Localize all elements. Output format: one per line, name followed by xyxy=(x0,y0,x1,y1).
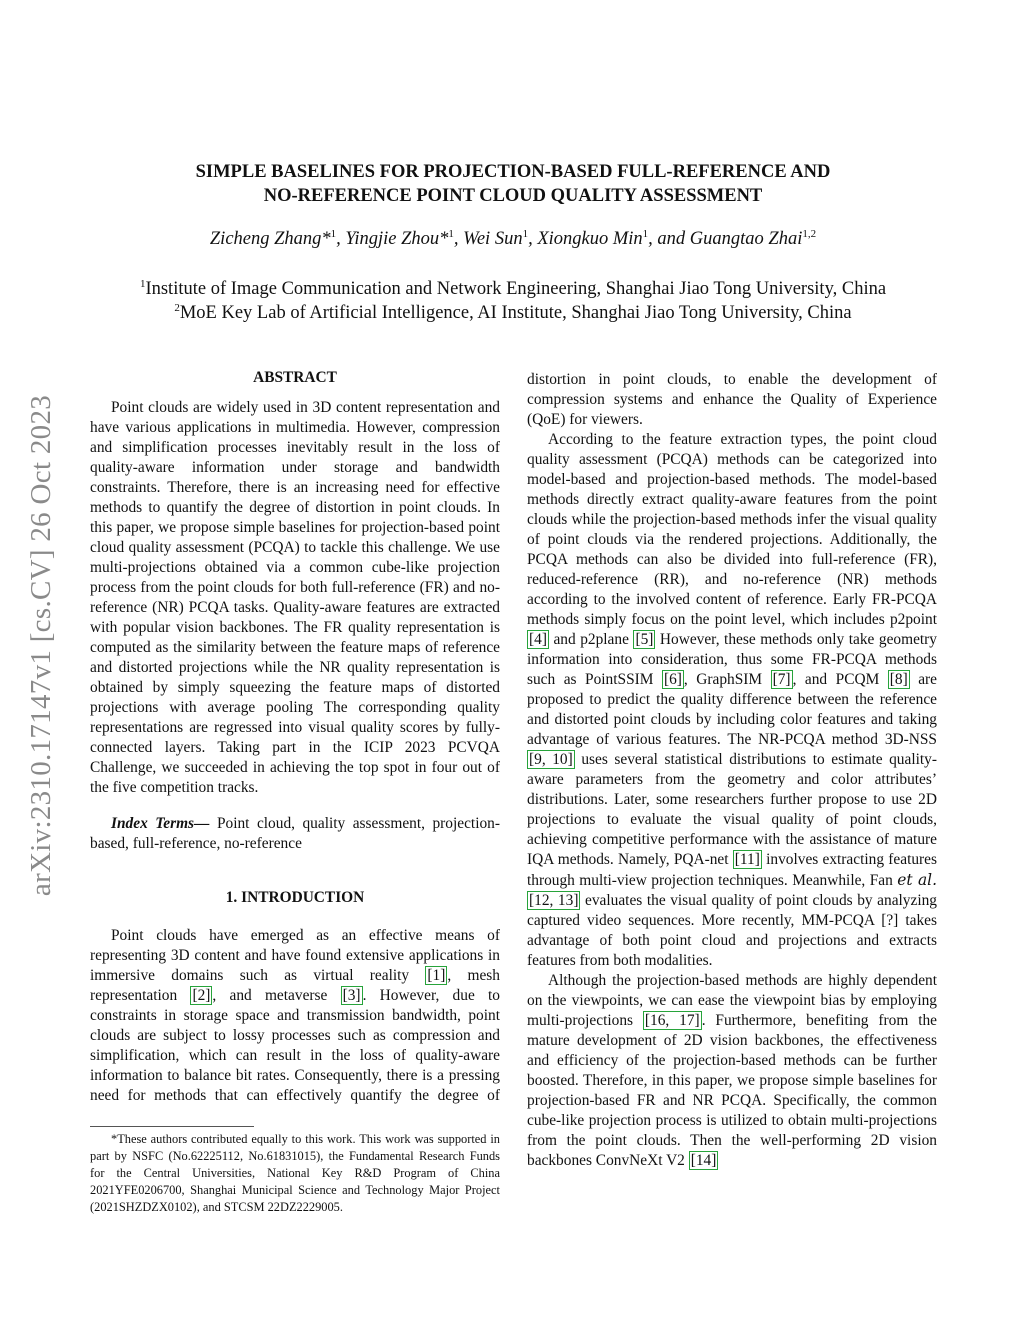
author-name: Wei Sun xyxy=(463,229,523,249)
author-affiliation-marker: 1 xyxy=(642,228,649,240)
author-name: Zicheng Zhang* xyxy=(209,229,331,249)
citation-link[interactable]: [4] xyxy=(529,631,547,648)
body-text: , and metaverse xyxy=(212,987,341,1004)
affiliation-list xyxy=(90,277,936,325)
affiliation-line xyxy=(90,301,936,325)
abstract-text: Point clouds are widely used in 3D content representation and have various applications in multimedia. However, compression and simplification processes inevitably result in the loss of quality-aware information under storage and bandwidth constraints. Therefore, there is an increasing need for effective methods to quantify the degree of distortion in point clouds. In this paper, we propose simple baselines for projection-based point cloud quality assessment (PCQA) to tackle this challenge. We use multi-projections obtained via a common cube-like projection process from the point clouds for both full-reference (FR) and no-reference (NR) PCQA tasks. Quality-aware features are extracted with popular vision backbones. The FR quality representation is computed as the similarity between the feature maps of reference and distorted projections while the NR quality representation is obtained by simply squeezing the feature maps of distorted projections with average pooling The corresponding quality representations are regressed into visual quality scores by fully-connected layers. Taking part in the ICIP 2023 PCVQA Challenge, we succeeded in achieving the top spot in four out of the five competition tracks. xyxy=(90,399,500,796)
body-text: , mesh representation xyxy=(90,967,500,1004)
citation-link[interactable]: [11] xyxy=(734,851,760,868)
author-name: Xiongkuo Min xyxy=(537,229,643,249)
body-text: are proposed to predict the quality difference between the reference and distorted point clouds by including color features and taking advantage of various features. The NR-PCQA method 3D-NSS xyxy=(527,671,938,748)
body-text: Although the projection-based methods are highly dependent on the viewpoints, we can ease the viewpoint bias by employing multi-projections xyxy=(527,972,937,1029)
footnote-rule xyxy=(90,1126,254,1127)
citation-link[interactable]: [7] xyxy=(772,671,791,688)
footnote xyxy=(90,1131,500,1216)
author-name: Yingjie Zhou* xyxy=(345,229,449,249)
author-name: Guangtao Zhai xyxy=(689,229,803,249)
citation-link[interactable]: [6] xyxy=(663,671,682,688)
author-separator: , and xyxy=(648,229,690,249)
affiliation-marker: 1 xyxy=(139,278,146,290)
author-affiliation-marker: 1 xyxy=(522,228,529,240)
body-text: involves extracting features through multi-view projection techniques. Meanwhile, Fan xyxy=(527,851,937,889)
footnote-text: *These authors contributed equally to this work. This work was supported in part by NSFC (No.62225112, No.61831015), the Fundamental Research Funds for the Central Universities, National Key R&D Program of China 2021YFE0206700, Shanghai Municipal Science and Technology Major Project (2021SHZDZX0102), and STCSM 22DZ2229005. xyxy=(90,1132,500,1214)
title-line-1: SIMPLE BASELINES FOR PROJECTION-BASED FULL-REFERENCE AND xyxy=(195,162,831,182)
body-text: , and PCQM xyxy=(792,671,888,688)
author-separator: , xyxy=(336,229,346,249)
paper-title xyxy=(90,160,936,208)
body-text: However, these methods only take geometry information into consideration, thus some FR-PCQA methods such as PointSSIM xyxy=(527,631,937,688)
body-text: evaluates the visual quality of point clouds by analyzing captured video sequences. More recently, MM-PCQA [?] takes advantage of both point cloud and projections and extracts features from both modalities. xyxy=(527,892,937,969)
body-text: According to the feature extraction types, the point cloud quality assessment (PCQA) methods can be categorized into model-based and projection-based methods. The model-based methods directly extract quality-aware features from the point clouds while the projection-based methods infer the visual quality of point clouds via the rendered projections. Additionally, the PCQA methods can also be divided into full-reference (FR), reduced-reference (RR), and no-reference (NR) methods according to the involved content of reference. Early FR-PCQA methods simply focus on the point level, which includes p2point xyxy=(527,431,937,628)
body-text: distortion in point clouds, to enable the development of compression systems and enhance the Quality of Experience (QoE) for viewers. xyxy=(527,371,937,428)
author-affiliation-marker: 1,2 xyxy=(802,228,817,240)
author-separator: , xyxy=(528,229,538,249)
citation-link[interactable]: [1] xyxy=(427,967,446,984)
citation-link[interactable]: [14] xyxy=(690,1152,717,1169)
author-affiliation-marker: 1 xyxy=(330,228,337,240)
citation-link[interactable]: [16, 17] xyxy=(644,1012,700,1029)
intro-paragraph-1-continued xyxy=(527,370,937,430)
citation-link[interactable]: [9, 10] xyxy=(529,751,573,768)
author-list xyxy=(90,229,936,250)
citation-link[interactable]: [2] xyxy=(192,987,211,1004)
intro-paragraph-3 xyxy=(527,971,937,1171)
right-column xyxy=(527,370,937,1171)
citation-link[interactable]: [3] xyxy=(342,987,361,1004)
index-terms-label: Index Terms— xyxy=(111,815,210,832)
affiliation-text: Institute of Image Communication and Network Engineering, Shanghai Jiao Tong University, China xyxy=(145,279,887,299)
body-text: Point clouds have emerged as an effective means of representing 3D content and have found extensive applications in immersive domains such as virtual reality xyxy=(90,927,500,984)
italic-text: et al. xyxy=(897,871,937,889)
abstract-heading: ABSTRACT xyxy=(253,369,337,386)
citation-link[interactable]: [8] xyxy=(889,671,908,688)
intro-paragraph-2 xyxy=(527,430,937,971)
body-text: and p2plane xyxy=(548,631,634,648)
body-text: . However, due to constraints in storage space and transmission bandwidth, point clouds are subject to lossy processes such as compression and simplification, which can result in the loss of quality-aware information to balance bit rates. Consequently, there is a pressing need for methods that can effectively quantify the degree of xyxy=(90,987,500,1104)
index-terms xyxy=(90,814,500,854)
affiliation-marker: 2 xyxy=(174,302,180,314)
body-text: . Furthermore, benefiting from the mature development of 2D vision backbones, the effectiveness and efficiency of the projection-based methods can be further boosted. Therefore, in this paper, we propose simple baselines for projection-based FR and NR PCQA. Specifically, the common cube-like projection process is utilized to obtain multi-projections from the point clouds. Then the well-performing 2D vision backbones ConvNeXt V2 xyxy=(527,1012,937,1169)
affiliation-line xyxy=(90,277,936,301)
left-column xyxy=(90,368,500,1106)
citation-link[interactable]: [5] xyxy=(635,631,654,648)
citation-link[interactable]: [12, 13] xyxy=(529,892,579,909)
introduction-heading: 1. INTRODUCTION xyxy=(225,889,365,906)
title-line-2: NO-REFERENCE POINT CLOUD QUALITY ASSESSMENT xyxy=(263,186,763,206)
body-text: , GraphSIM xyxy=(683,671,771,688)
author-separator: , xyxy=(453,229,464,249)
intro-paragraph-1 xyxy=(90,926,500,1106)
author-affiliation-marker: 1 xyxy=(448,228,454,240)
index-terms-text: Point cloud, quality assessment, projection-based, full-reference, no-reference xyxy=(90,815,500,852)
paragraph-continuation xyxy=(527,370,937,430)
arxiv-identifier: arXiv:2310.17147v1 [cs.CV] 26 Oct 2023 xyxy=(25,394,58,896)
body-text: uses several statistical distributions to estimate quality-aware parameters from the geometry and color attributes’ distributions. Later, some researchers further propose to use 2D projections to evaluate the visual quality of point clouds, achieving competitive performance with the assistance of mature IQA methods. Namely, PQA-net xyxy=(527,751,937,868)
affiliation-text: MoE Key Lab of Artificial Intelligence, AI Institute, Shanghai Jiao Tong University, China xyxy=(179,303,852,323)
